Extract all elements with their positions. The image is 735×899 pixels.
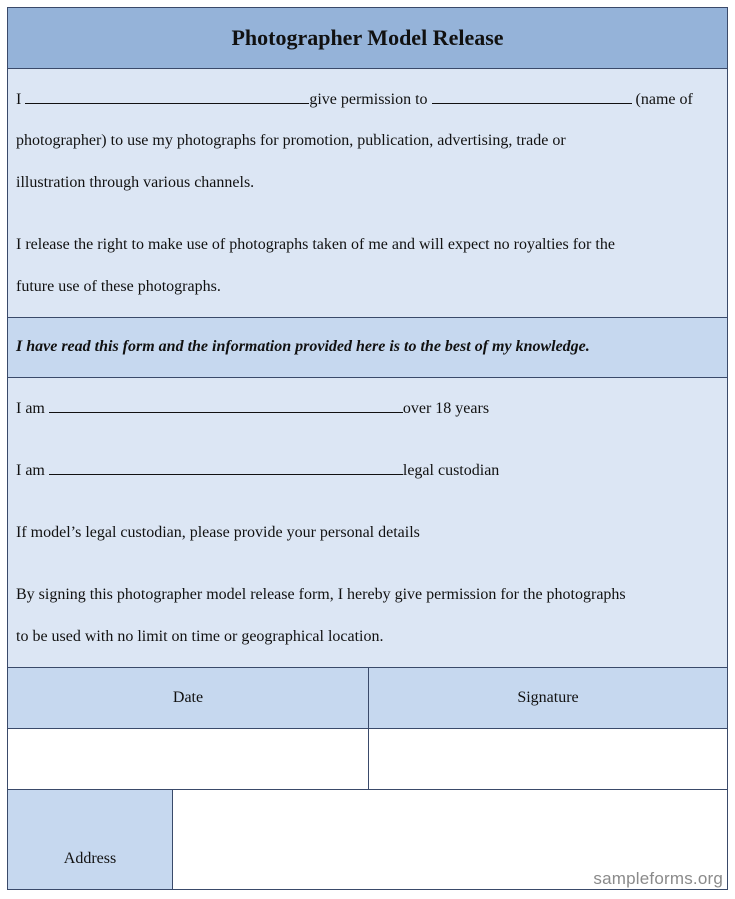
permission-line-2: photographer) to use my photographs for promotion, publication, advertising, trade or xyxy=(16,132,566,149)
address-label: Address xyxy=(63,850,117,867)
custodian-suffix: legal custodian xyxy=(402,462,500,479)
form-title: Photographer Model Release xyxy=(231,25,504,50)
title-bar xyxy=(8,8,727,69)
permission-line-3: illustration through various channels. xyxy=(16,174,255,191)
release-line-1: I release the right to make use of photographs taken of me and will expect no royalties for the xyxy=(16,236,615,253)
signature-label: Signature xyxy=(517,689,579,706)
date-header xyxy=(8,668,369,729)
age-prefix: I am xyxy=(16,400,49,417)
date-input-cell[interactable] xyxy=(8,729,369,790)
custodian-prefix: I am xyxy=(16,462,49,479)
age-section xyxy=(8,378,727,668)
watermark: sampleforms.org xyxy=(593,869,723,888)
consent-line-2: to be used with no limit on time or geographical location. xyxy=(16,628,384,645)
custodian-line xyxy=(16,460,499,481)
declaration-text: I have read this form and the information provided here is to the best of my knowledge. xyxy=(16,338,590,355)
custodian-field[interactable] xyxy=(49,460,403,475)
age-suffix: over 18 years xyxy=(402,400,490,417)
permission-give-text: give permission to xyxy=(309,91,432,108)
model-name-field[interactable] xyxy=(25,89,309,104)
custodian-details-text: If model’s legal custodian, please provide your personal details xyxy=(16,524,420,541)
signature-header xyxy=(369,668,727,729)
photographer-name-field[interactable] xyxy=(432,89,632,104)
declaration-section xyxy=(8,318,727,378)
signature-input-cell[interactable] xyxy=(369,729,727,790)
model-release-form xyxy=(7,7,728,890)
permission-prefix: I xyxy=(16,91,26,108)
consent-line-1: By signing this photographer model release form, I hereby give permission for the photographs xyxy=(16,586,626,603)
date-label: Date xyxy=(172,689,204,706)
address-label-cell xyxy=(8,790,173,889)
permission-line xyxy=(16,89,693,110)
permission-section xyxy=(8,69,727,318)
release-line-2: future use of these photographs. xyxy=(16,278,221,295)
permission-name-of-text: (name of xyxy=(631,91,693,108)
age-field[interactable] xyxy=(49,398,403,413)
age-line xyxy=(16,398,489,419)
